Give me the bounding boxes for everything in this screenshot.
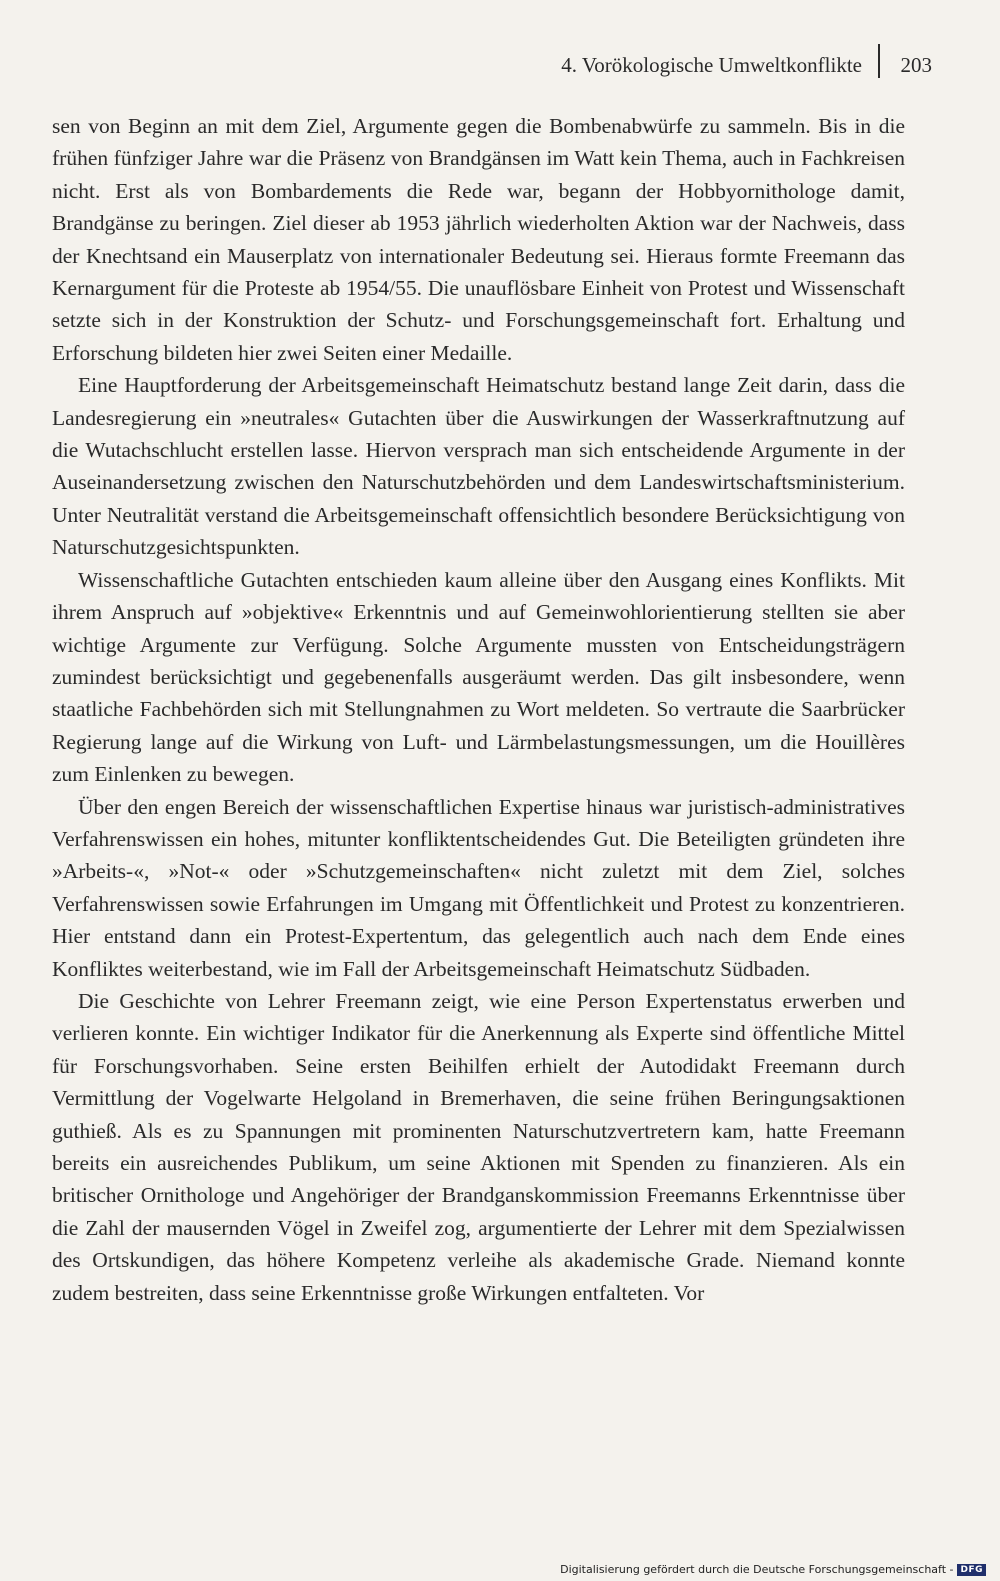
digitization-footer [560,1563,986,1576]
running-header [520,48,960,82]
paragraph: Eine Hauptforderung der Arbeitsgemeinschaft Heimatschutz bestand lange Zeit darin, dass die Landesregierung ein »neutrales« Gutachten über die Auswirkungen der Wasserkraftnutzung auf die Wutachschlucht erstellen lasse. Hiervon versprach man sich entscheidende Argumente in der Auseinandersetzung zwischen den Naturschutzbehörden und dem Landeswirtschaftsministerium. Unter Neutralität verstand die Arbeitsgemeinschaft offensichtlich besondere Berücksichtigung von Naturschutzgesichtspunkten. [52,373,905,560]
body-text [52,110,905,1309]
chapter-title: 4. Vorökologische Umweltkonflikte [561,53,862,77]
footer-text: Digitalisierung gefördert durch die Deutsche Forschungsgemeinschaft - [560,1563,954,1576]
paragraph: Über den engen Bereich der wissenschaftlichen Expertise hinaus war juristisch-administratives Verfahrenswissen ein hohes, mitunter konfliktentscheidendes Gut. Die Beteiligten gründeten ihre »Arbeits-«, »Not-« oder »Schutzgemeinschaften« nicht zuletzt mit dem Ziel, solches Verfahrenswissen sowie Erfahrungen im Umgang mit Öffentlichkeit und Protest zu konzentrieren. Hier entstand dann ein Protest-Expertentum, das gelegentlich auch nach dem Ende eines Konfliktes weiterbestand, wie im Fall der Arbeitsgemeinschaft Heimatschutz Südbaden. [52,794,905,981]
dfg-logo: DFG [957,1564,986,1576]
paragraph: sen von Beginn an mit dem Ziel, Argumente gegen die Bombenabwürfe zu sammeln. Bis in die frühen fünfziger Jahre war die Präsenz von Brandgänsen im Watt kein Thema, auch in Fachkreisen nicht. Erst als von Bombardements die Rede war, begann der Hobbyornithologe damit, Brandgänse zu beringen. Ziel dieser ab 1953 jährlich wiederholten Aktion war der Nachweis, dass der Knechtsand ein Mauserplatz von internationaler Bedeutung sei. Hieraus formte Freemann das Kernargument für die Proteste ab 1954/55. Die unauflösbare Einheit von Protest und Wissenschaft setzte sich in der Konstruktion der Schutz- und Forschungsgemeinschaft fort. Erhaltung und Erforschung bildeten hier zwei Seiten einer Medaille. [52,114,905,365]
paragraph: Die Geschichte von Lehrer Freemann zeigt, wie eine Person Expertenstatus erwerben und verlieren konnte. Ein wichtiger Indikator für die Anerkennung als Experte sind öffentliche Mittel für Forschungsvorhaben. Seine ersten Beihilfen erhielt der Autodidakt Freemann durch Vermittlung der Vogelwarte Helgoland in Bremerhaven, die seine frühen Beringungsaktionen guthieß. Als es zu Spannungen mit prominenten Naturschutzvertretern kam, hatte Freemann bereits ein ausreichendes Publikum, um seine Aktionen mit Spenden zu finanzieren. Als ein britischer Ornithologe und Angehöriger der Brandganskommission Freemanns Erkenntnisse über die Zahl der mausernden Vögel in Zweifel zog, argumentierte der Lehrer mit dem Spezialwissen des Ortskundigen, das höhere Kompetenz verleihe als akademische Grade. Niemand konnte zudem bestreiten, dass seine Erkenntnisse große Wirkungen entfalteten. Vor [52,988,905,1305]
page-number: 203 [900,53,932,77]
paragraph: Wissenschaftliche Gutachten entschieden kaum alleine über den Ausgang eines Konflikts. Mit ihrem Anspruch auf »objektive« Erkenntnis und auf Gemeinwohlorientierung stellten sie aber wichtige Argumente zur Verfügung. Solche Argumente mussten von Entscheidungsträgern zumindest berücksichtigt und gegebenenfalls ausgeräumt werden. Das gilt insbesondere, wenn staatliche Fachbehörden sich mit Stellungnahmen zu Wort meldeten. So vertraute die Saarbrücker Regierung lange auf die Wirkung von Luft- und Lärmbelastungsmessungen, um die Houillères zum Einlenken zu bewegen. [52,567,905,787]
header-divider [878,44,880,78]
